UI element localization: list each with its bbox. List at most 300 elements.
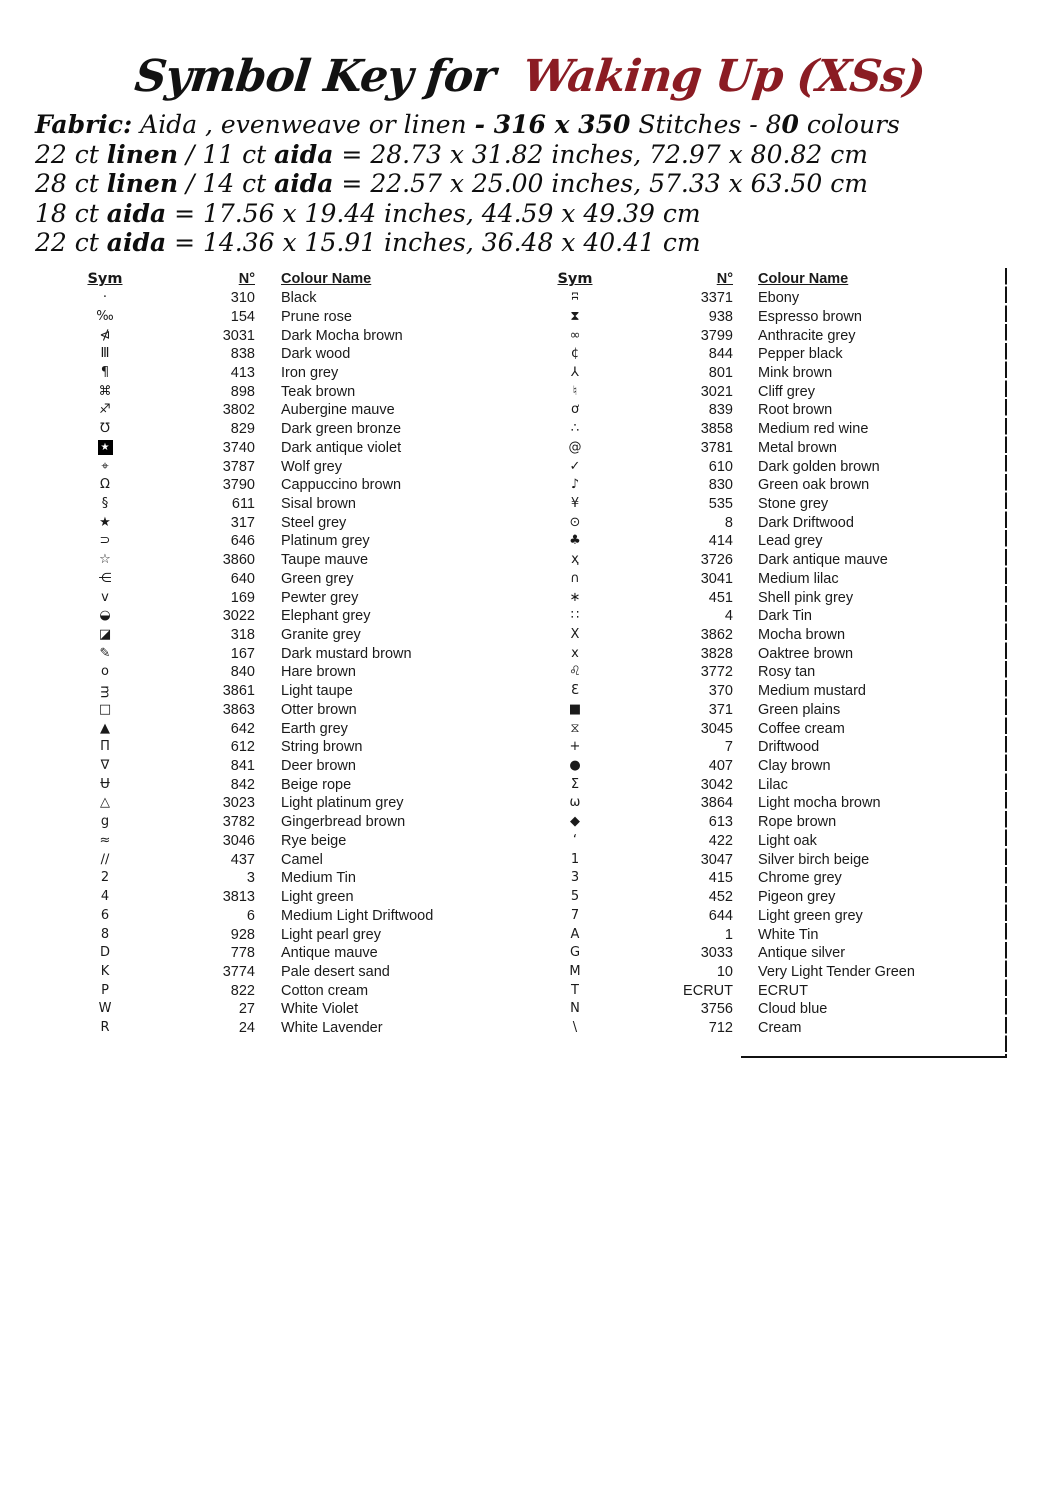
page-title-prefix: Symbol Key for	[132, 51, 498, 102]
number-cell: 414	[708, 533, 733, 550]
colour-name-cell: Rye beige	[281, 832, 347, 849]
colour-name-cell: Cloud blue	[758, 1001, 828, 1018]
symbol-cell: ⌖	[101, 458, 109, 474]
table-row	[60, 326, 490, 345]
symbol-cell: Ʉ	[100, 776, 110, 792]
table-header-sym: Sym	[87, 271, 123, 288]
table-row	[60, 364, 490, 383]
table-right-border	[1005, 268, 1007, 1058]
table-row	[530, 663, 1008, 682]
colour-name-cell: Gingerbread brown	[281, 814, 406, 831]
symbol-cell: ⋲	[98, 570, 112, 586]
number-cell: 3858	[700, 421, 733, 438]
number-cell: 801	[708, 364, 733, 381]
symbol-cell: 7	[570, 907, 580, 923]
symbol-cell: ♣	[569, 533, 581, 549]
symbol-cell: ∩	[570, 570, 580, 586]
table-row	[60, 701, 490, 720]
fabric-info	[35, 110, 1025, 258]
colour-name-cell: Cliff grey	[758, 383, 815, 400]
colour-name-cell: Wolf grey	[281, 458, 342, 475]
number-cell: 3802	[222, 402, 255, 419]
symbol-cell: ҳ	[571, 552, 579, 568]
table-row	[60, 869, 490, 888]
symbol-cell: ‰	[96, 308, 114, 324]
table-row	[60, 495, 490, 514]
table-row	[60, 289, 490, 308]
symbol-cell: 8	[100, 926, 110, 942]
colour-name-cell: Root brown	[758, 402, 833, 419]
table-row	[530, 850, 1008, 869]
colour-name-cell: Light oak	[758, 832, 817, 849]
number-cell: 169	[230, 589, 255, 606]
table-row	[60, 345, 490, 364]
symbol-cell: △	[100, 795, 110, 811]
number-cell: 167	[230, 645, 255, 662]
colour-name-cell: Driftwood	[758, 739, 820, 756]
number-cell: 154	[230, 308, 255, 325]
colour-name-cell: Lead grey	[758, 533, 823, 550]
table-header-colour-name: Colour Name	[281, 271, 372, 288]
colour-name-cell: Green plains	[758, 701, 841, 718]
symbol-cell: o	[101, 664, 109, 680]
colour-name-cell: White Tin	[758, 926, 819, 943]
number-cell: ECRUT	[683, 982, 733, 999]
colour-name-cell: Medium Tin	[281, 870, 356, 887]
table-header-sym: Sym	[557, 271, 593, 288]
colour-name-cell: Metal brown	[758, 439, 837, 456]
symbol-cell: ᴟ	[100, 683, 110, 699]
colour-name-cell: White Violet	[281, 1001, 359, 1018]
number-cell: 640	[230, 570, 255, 587]
symbol-cell: 1	[570, 851, 580, 867]
colour-name-cell: String brown	[281, 739, 363, 756]
number-cell: 3726	[700, 552, 733, 569]
colour-name-cell: Hare brown	[281, 664, 356, 681]
symbol-cell: ℧	[100, 421, 110, 437]
table-row	[60, 794, 490, 813]
colour-name-cell: Sisal brown	[281, 495, 356, 512]
table-row	[530, 326, 1008, 345]
table-row	[60, 532, 490, 551]
table-row	[60, 401, 490, 420]
number-cell: 822	[230, 982, 255, 999]
table-row	[530, 944, 1008, 963]
symbol-cell: ⧖	[570, 720, 580, 736]
table-row	[530, 963, 1008, 982]
number-cell: 3046	[222, 832, 255, 849]
symbol-cell: Ⅹ	[570, 627, 580, 643]
colour-name-cell: Prune rose	[281, 308, 352, 325]
colour-name-cell: Very Light Tender Green	[758, 963, 915, 980]
symbol-cell: □	[98, 701, 112, 717]
number-cell: 3813	[222, 889, 255, 906]
symbol-cell: ∷	[570, 608, 580, 624]
symbol-cell: ⌘	[98, 383, 112, 399]
table-row	[530, 364, 1008, 383]
number-cell: 898	[230, 383, 255, 400]
symbol-cell: ·	[102, 290, 108, 306]
symbol-cell: ⋪	[99, 327, 111, 343]
table-row	[60, 588, 490, 607]
number-cell: 3774	[222, 963, 255, 980]
table-header-row	[530, 270, 1008, 289]
number-cell: 3042	[700, 776, 733, 793]
symbol-cell: Π	[100, 739, 110, 755]
table-row	[60, 944, 490, 963]
colour-name-cell: Dark golden brown	[758, 458, 880, 475]
number-cell: 318	[230, 627, 255, 644]
symbol-cell: ✓	[569, 458, 581, 474]
table-row	[530, 532, 1008, 551]
colour-name-cell: Medium red wine	[758, 421, 869, 438]
fabric-line: 28 ct linen / 14 ct aida = 22.57 x 25.00 inches, 57.33 x 63.50 cm	[35, 169, 868, 198]
colour-name-cell: Mocha brown	[758, 627, 846, 644]
table-row	[530, 551, 1008, 570]
table-row	[530, 607, 1008, 626]
table-row	[530, 757, 1008, 776]
colour-name-cell: Espresso brown	[758, 308, 862, 325]
symbol-cell: ▲	[100, 720, 110, 736]
symbol-cell: Ⅲ	[100, 346, 110, 362]
table-row	[60, 382, 490, 401]
symbol-cell: ★	[99, 514, 111, 530]
number-cell: 841	[230, 758, 255, 775]
symbol-cell: 4	[100, 889, 110, 905]
number-cell: 3740	[222, 439, 255, 456]
table-header-colour-name: Colour Name	[758, 271, 849, 288]
symbol-cell: ♌	[569, 664, 581, 680]
symbol-cell: 2	[100, 870, 110, 886]
table-row	[530, 794, 1008, 813]
symbol-cell: ♐	[99, 402, 111, 418]
number-cell: 6	[246, 907, 255, 924]
number-cell: 10	[716, 963, 733, 980]
number-cell: 778	[230, 945, 255, 962]
number-cell: 3781	[700, 439, 733, 456]
colour-name-cell: Antique mauve	[281, 945, 378, 962]
symbol-cell: K	[100, 963, 110, 979]
table-row	[530, 719, 1008, 738]
number-cell: 829	[230, 421, 255, 438]
number-cell: 3864	[700, 795, 733, 812]
colour-name-cell: Pale desert sand	[281, 963, 390, 980]
colour-name-cell: Antique silver	[758, 945, 846, 962]
symbol-cell: A	[570, 926, 580, 942]
colour-name-cell: Dark Tin	[758, 608, 812, 625]
symbol-cell: ∇	[100, 758, 110, 774]
colour-name-cell: Pewter grey	[281, 589, 359, 606]
symbol-cell: ơ	[571, 402, 579, 418]
number-cell: 422	[708, 832, 733, 849]
symbol-cell: ⊃	[99, 533, 111, 549]
number-cell: 4	[724, 608, 733, 625]
number-cell: 712	[708, 1020, 733, 1037]
table-row	[530, 420, 1008, 439]
colour-name-cell: Rope brown	[758, 814, 837, 831]
symbol-cell: ◆	[570, 814, 580, 830]
number-cell: 3782	[222, 814, 255, 831]
symbol-cell: +	[569, 739, 581, 755]
table-row	[530, 438, 1008, 457]
number-cell: 7	[724, 739, 733, 756]
colour-name-cell: Elephant grey	[281, 608, 371, 625]
fabric-line: 22 ct linen / 11 ct aida = 28.73 x 31.82 inches, 72.97 x 80.82 cm	[35, 139, 868, 169]
symbol-cell: W	[98, 1001, 112, 1017]
symbol-cell: ◪	[98, 627, 112, 643]
number-cell: 437	[230, 851, 255, 868]
table-header-number: N°	[238, 271, 255, 288]
number-cell: 844	[708, 346, 733, 363]
number-cell: 3023	[222, 795, 255, 812]
colour-name-cell: Lilac	[758, 776, 788, 793]
table-row	[60, 738, 490, 757]
number-cell: 3021	[700, 383, 733, 400]
symbol-cell: ◒	[99, 608, 111, 624]
number-cell: 317	[230, 514, 255, 531]
number-cell: 3371	[700, 290, 733, 307]
number-cell: 830	[708, 477, 733, 494]
colour-name-cell: Cotton cream	[281, 982, 369, 999]
symbol-cell: G	[569, 945, 581, 961]
table-row	[530, 570, 1008, 589]
number-cell: 3041	[700, 570, 733, 587]
symbol-cell: N	[570, 1001, 580, 1017]
table-row	[60, 682, 490, 701]
number-cell: 613	[708, 814, 733, 831]
table-row	[60, 981, 490, 1000]
symbol-cell: ¥	[570, 495, 580, 511]
table-row	[60, 832, 490, 851]
symbol-cell: Ɛ	[571, 683, 579, 699]
page-title	[0, 52, 1060, 102]
number-cell: 3022	[222, 608, 255, 625]
number-cell: 8	[724, 514, 733, 531]
table-row	[530, 626, 1008, 645]
colour-name-cell: Rosy tan	[758, 664, 816, 681]
table-row	[60, 438, 490, 457]
colour-name-cell: Green grey	[281, 570, 354, 587]
symbol-cell: D	[99, 945, 110, 961]
number-cell: 3033	[700, 945, 733, 962]
colour-name-cell: Iron grey	[281, 364, 339, 381]
table-row	[60, 644, 490, 663]
symbol-cell: ♪	[570, 477, 580, 493]
colour-name-cell: Medium lilac	[758, 570, 839, 587]
number-cell: 451	[708, 589, 733, 606]
symbol-cell: 5	[570, 889, 580, 905]
symbol-cell: ★	[98, 440, 113, 455]
table-row	[60, 607, 490, 626]
table-row	[530, 382, 1008, 401]
symbol-cell: ω	[569, 795, 581, 811]
table-row	[60, 626, 490, 645]
table-row	[530, 513, 1008, 532]
symbol-cell: P	[101, 982, 109, 998]
table-row	[60, 757, 490, 776]
colour-name-cell: Anthracite grey	[758, 327, 856, 344]
table-row	[60, 457, 490, 476]
colour-name-cell: Taupe mauve	[281, 552, 369, 569]
colour-name-cell: Clay brown	[758, 758, 831, 775]
symbol-cell: ≈	[99, 832, 111, 848]
number-cell: 27	[238, 1001, 255, 1018]
number-cell: 611	[231, 495, 255, 512]
number-cell: 3828	[700, 645, 733, 662]
symbol-cell: ⧗	[570, 308, 580, 324]
colour-name-cell: White Lavender	[281, 1020, 383, 1037]
colour-name-cell: Earth grey	[281, 720, 348, 737]
number-cell: 3863	[222, 701, 255, 718]
symbol-cell: ☆	[99, 552, 111, 568]
number-cell: 3756	[700, 1001, 733, 1018]
symbol-cell: 6	[100, 907, 110, 923]
table-row	[60, 925, 490, 944]
table-row	[530, 981, 1008, 1000]
colour-name-cell: Green oak brown	[758, 477, 870, 494]
colour-name-cell: Light mocha brown	[758, 795, 881, 812]
number-cell: 413	[230, 364, 255, 381]
number-cell: 310	[230, 290, 255, 307]
number-cell: 1	[724, 926, 733, 943]
symbol-cell: x	[571, 645, 579, 661]
colour-name-cell: Oaktree brown	[758, 645, 854, 662]
number-cell: 644	[708, 907, 733, 924]
table-header-number: N°	[716, 271, 733, 288]
table-row	[60, 663, 490, 682]
number-cell: 839	[708, 402, 733, 419]
fabric-line: Fabric: Aida , evenweave or linen - 316 x 350 Stitches - 80 colours	[35, 110, 900, 139]
number-cell: 415	[708, 870, 733, 887]
table-row	[530, 476, 1008, 495]
colour-name-cell: Coffee cream	[758, 720, 845, 737]
symbol-cell: ⊙	[569, 514, 581, 530]
symbol-cell: 3	[570, 870, 580, 886]
number-cell: 842	[230, 776, 255, 793]
colour-name-cell: Aubergine mauve	[281, 402, 395, 419]
number-cell: 3	[246, 870, 255, 887]
number-cell: 928	[230, 926, 255, 943]
colour-name-cell: Light green	[281, 889, 354, 906]
number-cell: 24	[238, 1020, 255, 1037]
colour-name-cell: Shell pink grey	[758, 589, 854, 606]
colour-name-cell: Cappuccino brown	[281, 477, 402, 494]
colour-name-cell: Pepper black	[758, 346, 843, 363]
colour-name-cell: Platinum grey	[281, 533, 370, 550]
symbol-cell: ∕∕	[100, 851, 110, 867]
number-cell: 3045	[700, 720, 733, 737]
table-row	[60, 888, 490, 907]
table-row	[60, 963, 490, 982]
symbol-cell: §	[101, 495, 109, 511]
colour-name-cell: Dark antique mauve	[758, 552, 888, 569]
number-cell: 452	[708, 889, 733, 906]
symbol-cell: ●	[569, 758, 581, 774]
colour-name-cell: Camel	[281, 851, 323, 868]
symbol-cell: ⅄	[571, 364, 579, 380]
table-row	[530, 925, 1008, 944]
colour-name-cell: Dark wood	[281, 346, 351, 363]
symbol-cell: @	[568, 439, 582, 455]
table-row	[60, 307, 490, 326]
table-row	[530, 588, 1008, 607]
colour-name-cell: Mink brown	[758, 364, 833, 381]
colour-name-cell: Cream	[758, 1020, 802, 1037]
table-row	[530, 682, 1008, 701]
colour-name-cell: Black	[281, 290, 317, 307]
table-row	[60, 570, 490, 589]
colour-name-cell: Dark Driftwood	[758, 514, 854, 531]
table-row	[60, 719, 490, 738]
table-row	[530, 307, 1008, 326]
table-row	[530, 401, 1008, 420]
table-row	[60, 1019, 490, 1038]
number-cell: 838	[230, 346, 255, 363]
colour-name-cell: ECRUT	[758, 982, 808, 999]
colour-name-cell: Light pearl grey	[281, 926, 381, 943]
colour-name-cell: Dark green bronze	[281, 421, 402, 438]
symbol-table-right	[530, 270, 1008, 1037]
table-row	[530, 289, 1008, 308]
number-cell: 371	[708, 701, 733, 718]
symbol-cell: ¶	[100, 364, 110, 380]
colour-name-cell: Light platinum grey	[281, 795, 404, 812]
number-cell: 3772	[700, 664, 733, 681]
number-cell: 407	[708, 758, 733, 775]
symbol-cell: ¢	[570, 346, 580, 362]
symbol-table-left	[60, 270, 490, 1037]
number-cell: 370	[708, 683, 733, 700]
symbol-cell: ∗	[569, 589, 581, 605]
table-row	[530, 869, 1008, 888]
colour-name-cell: Dark Mocha brown	[281, 327, 403, 344]
colour-name-cell: Teak brown	[281, 383, 356, 400]
number-cell: 3861	[222, 683, 255, 700]
number-cell: 612	[230, 739, 255, 756]
number-cell: 3862	[700, 627, 733, 644]
colour-name-cell: Ebony	[758, 290, 800, 307]
colour-name-cell: Steel grey	[281, 514, 347, 531]
table-row	[530, 1019, 1008, 1038]
symbol-cell: ∞	[569, 327, 581, 343]
table-row	[60, 513, 490, 532]
number-cell: 642	[230, 720, 255, 737]
colour-name-cell: Deer brown	[281, 758, 356, 775]
colour-name-cell: Medium mustard	[758, 683, 866, 700]
colour-name-cell: Stone grey	[758, 495, 829, 512]
page-title-pattern-name: Waking Up (XSs)	[520, 51, 928, 102]
table-row	[530, 644, 1008, 663]
symbol-cell: Ω	[100, 477, 110, 493]
symbol-cell: Σ	[570, 776, 580, 792]
colour-name-cell: Granite grey	[281, 627, 361, 644]
table-row	[530, 345, 1008, 364]
symbol-cell: ✎	[99, 645, 111, 661]
colour-name-cell: Silver birch beige	[758, 851, 870, 868]
colour-name-cell: Beige rope	[281, 776, 352, 793]
fabric-line: 18 ct aida = 17.56 x 19.44 inches, 44.59 x 49.39 cm	[35, 198, 701, 228]
table-row	[60, 551, 490, 570]
symbol-cell: ʭ	[571, 290, 579, 306]
colour-name-cell: Dark antique violet	[281, 439, 402, 456]
colour-name-cell: Otter brown	[281, 701, 357, 718]
table-row	[60, 850, 490, 869]
symbol-cell: g	[100, 814, 110, 830]
number-cell: 3787	[222, 458, 255, 475]
table-row	[60, 476, 490, 495]
number-cell: 3790	[222, 477, 255, 494]
colour-name-cell: Pigeon grey	[758, 889, 836, 906]
